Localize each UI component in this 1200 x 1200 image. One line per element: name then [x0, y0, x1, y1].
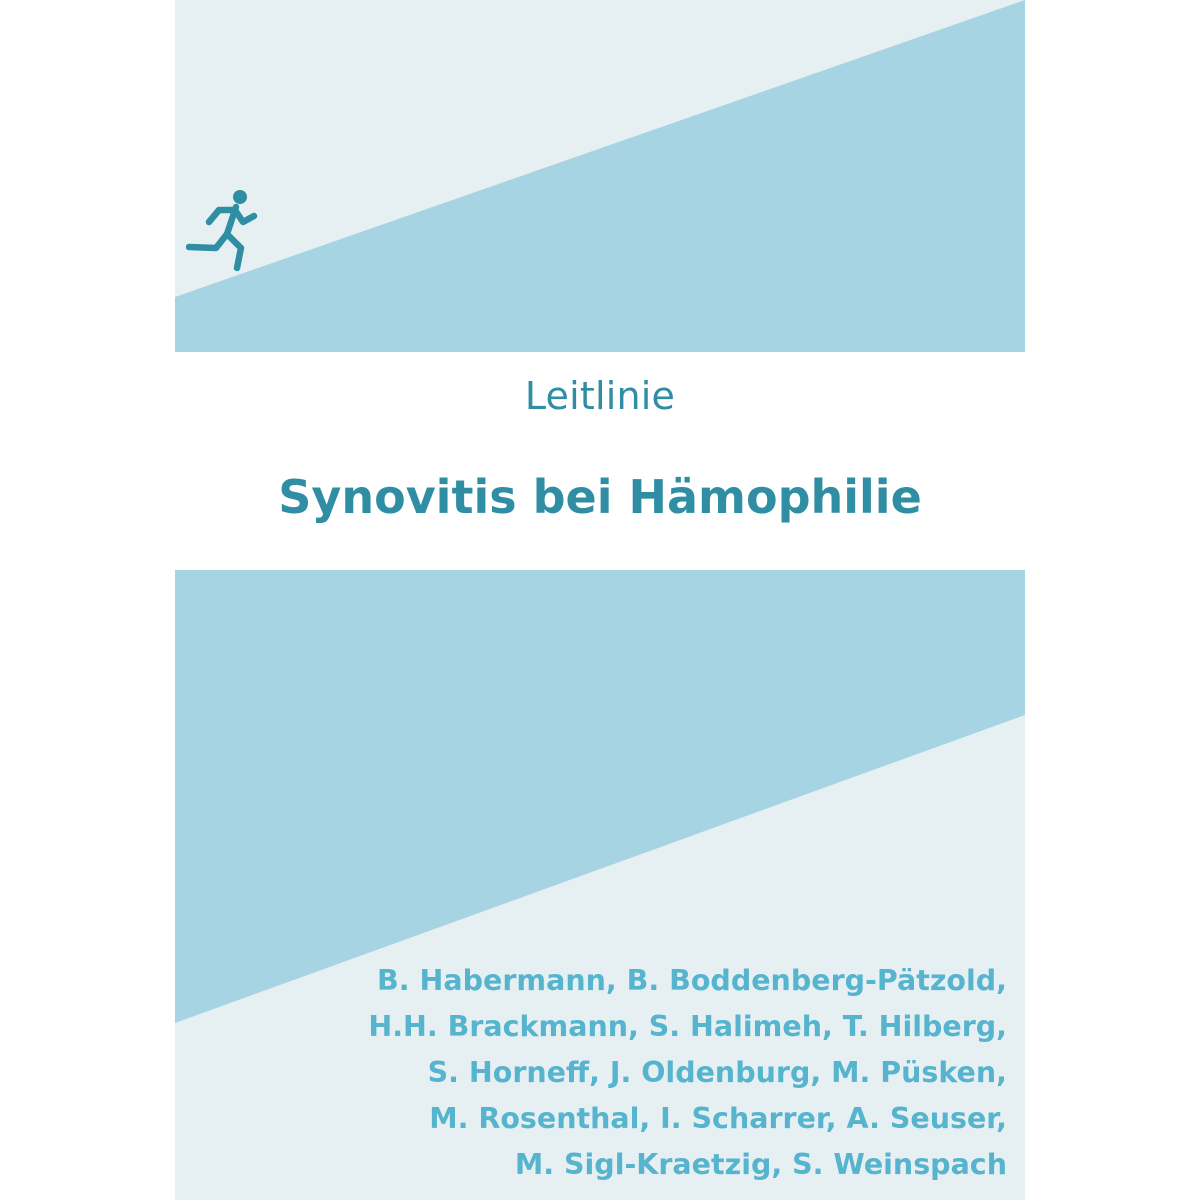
running-person-icon	[186, 188, 262, 272]
book-cover	[175, 0, 1025, 1200]
author-list	[187, 958, 1007, 1188]
author-line: B. Habermann, B. Boddenberg-Pätzold,	[377, 964, 1007, 997]
author-line: S. Horneff, J. Oldenburg, M. Püsken,	[427, 1056, 1007, 1089]
author-line: H.H. Brackmann, S. Halimeh, T. Hilberg,	[368, 1010, 1007, 1043]
author-line: M. Rosenthal, I. Scharrer, A. Seuser,	[429, 1102, 1007, 1135]
top-diagonal-graphic	[175, 0, 1025, 352]
document-title: Synovitis bei Hämophilie	[278, 470, 922, 524]
top-graphic-panel	[175, 0, 1025, 352]
author-line: M. Sigl-Kraetzig, S. Weinspach	[514, 1148, 1007, 1181]
document-kicker: Leitlinie	[524, 374, 676, 418]
